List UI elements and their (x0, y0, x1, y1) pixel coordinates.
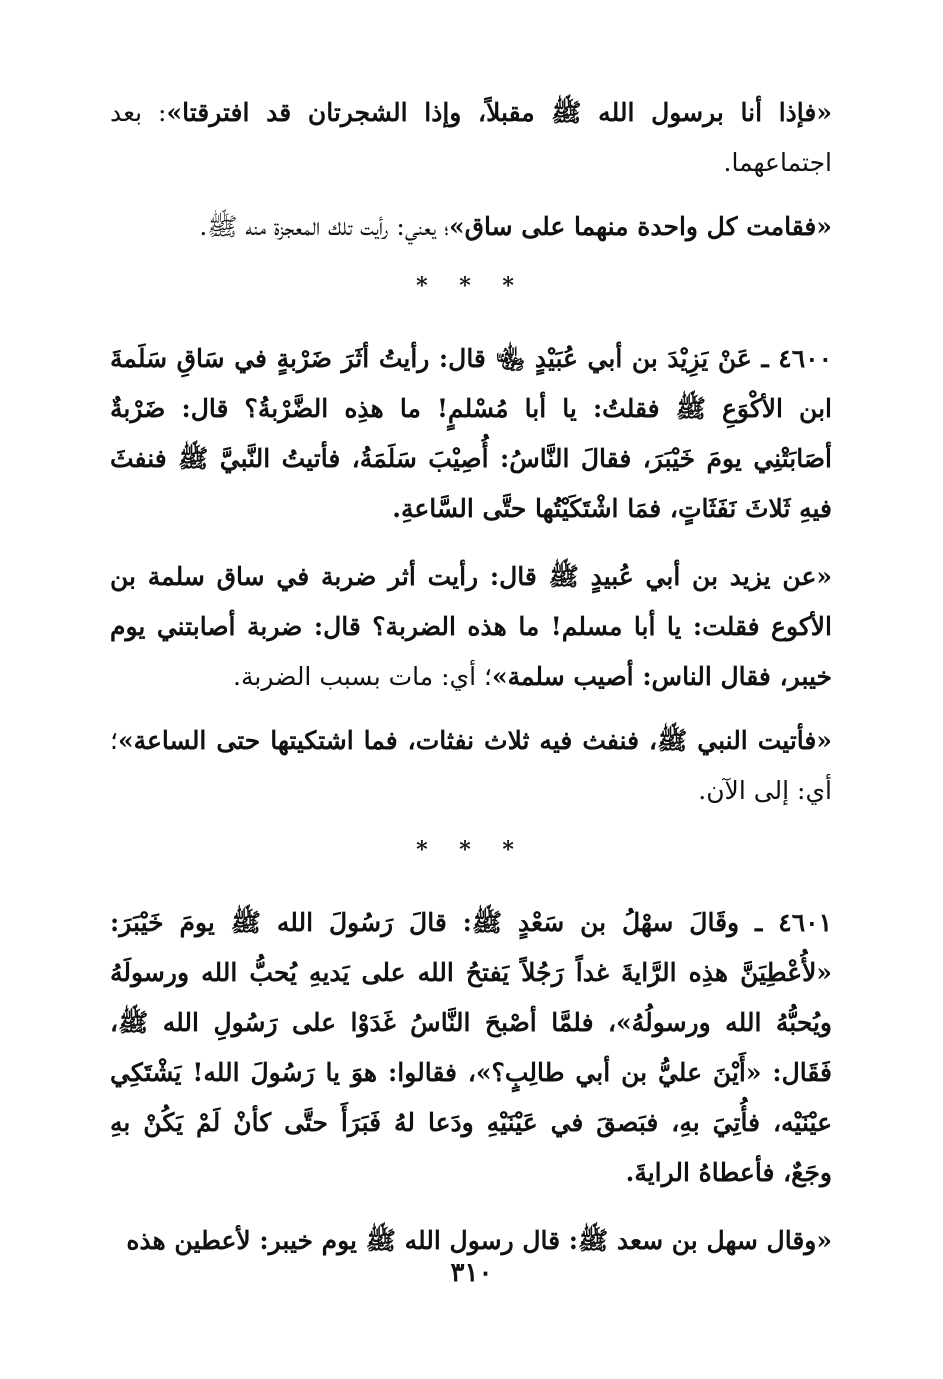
hadith-number: ٤٦٠٠ (778, 344, 832, 373)
hadith-number: ٤٦٠١ (778, 908, 832, 937)
section-separator: * * * (416, 837, 526, 863)
hadith-4600 (110, 334, 832, 534)
hadith-4601 (110, 898, 832, 1198)
commentary-paragraph-4 (110, 716, 832, 816)
page-number: ٣١٠ (450, 1258, 493, 1288)
hadith-text: ـ وقَالَ سهْلُ بن سَعْدٍ ﷺ: قالَ رَسُولَ الله ﷺ يومَ خَيْبَرَ: «لأُعْطِيَنَّ هذِه الرَّايةَ غداً رَجُلاً يَفتحُ الله على يَديهِ يُحبُّ الله ورسولَهُ ويُحبُّهُ الله ورسولُهُ»، فلمَّا أصْبحَ النَّاسُ غَدَوْا على رَسُولِ الله ﷺ، فَقَال: «أَيْنَ عليُّ بن أبي طالِبٍ؟»، فقالوا: هوَ يا رَسُولَ الله! يَشْتَكِي عيْنَيْه، فأُتِيَ بهِ، فبَصقَ في عَيْنَيْهِ ودَعا لهُ فَبَرَأَ حتَّى كأنْ لَمْ يَكُنْ بهِ وجَعٌ، فأعطاهُ الرايةَ. (110, 908, 832, 1187)
quoted-text: «وقال سهل بن سعد ﷺ: قال رسول الله ﷺ يوم خيبر: لأعطين هذه (126, 1226, 832, 1255)
commentary-paragraph-1 (110, 88, 832, 188)
quoted-text: «فأتيت النبي ﷺ، فنفث فيه ثلاث نفثات، فما اشتكيتها حتى الساعة» (117, 726, 832, 755)
commentary-text: ؛ أي: إلى الآن. (110, 726, 832, 805)
commentary-text: ؛ يعني: رأيت تلك المعجزة منه ﷺ. (199, 212, 450, 241)
commentary-paragraph-2 (110, 202, 832, 252)
quoted-text: «فإذا أنا برسول الله ﷺ مقبلاً، وإذا الشجرتان قد افترقتا» (166, 98, 832, 127)
commentary-text: ؛ أي: مات بسبب الضربة. (233, 662, 492, 691)
commentary-text: : بعد اجتماعهما. (110, 98, 832, 177)
section-separator: * * * (416, 273, 526, 299)
hadith-text: ـ عَنْ يَزِيْدَ بن أبي عُبَيْدٍ ﵄ قال: رأيتُ أثَرَ ضَرْبةٍ في سَاقِ سَلَمةَ ابن الأكْوَعِ ﷺ فقلتُ: يا أبا مُسْلمٍ! ما هذِه الضَّرْبةُ؟ قال: ضَرْبةٌ أصَابَتْنِي يومَ خَيْبَرَ، فقالَ النَّاسُ: أُصِيْبَ سَلَمَةُ، فأتيتُ النَّبيَّ ﷺ فنفثَ فيهِ ثَلاثَ نَفَثَاتٍ، فمَا اشْتَكَيْتُها حتَّى السَّاعةِ. (110, 344, 832, 523)
page-body (110, 88, 832, 1284)
quoted-text: «فقامت كل واحدة منهما على ساق» (449, 212, 832, 241)
commentary-paragraph-3 (110, 552, 832, 702)
quoted-text: «عن يزيد بن أبي عُبيدٍ ﷺ قال: رأيت أثر ضربة في ساق سلمة بن الأكوع فقلت: يا أبا مسلم! ما هذه الضربة؟ قال: ضربة أصابتني يوم خيبر، فقال الناس: أصيب سلمة» (110, 562, 832, 691)
